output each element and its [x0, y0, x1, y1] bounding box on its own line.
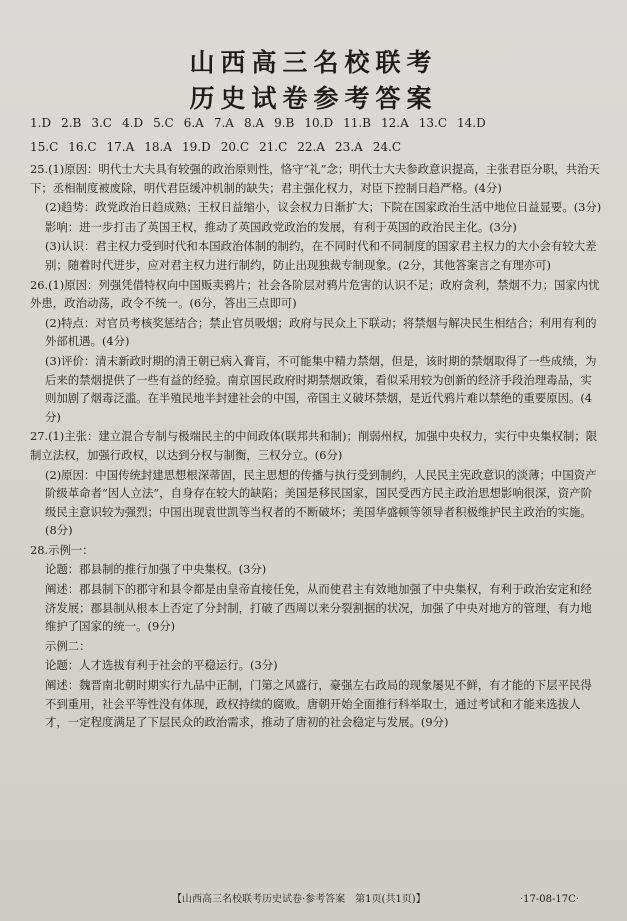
q27-part1: 27.(1)主张：建立混合专制与极端民主的中间政体(联邦共和制)；削弱州权，加强中央权力，实行中央集权制；限制立法权，加强行政权，以达到分权与制衡，三权分立。(6分): [30, 429, 598, 462]
answer-item: 13.C: [418, 116, 448, 130]
q28-example2-argument: 阐述：魏晋南北朝时期实行九品中正制，门第之风盛行，豪强左右政局的现象屡见不鲜，有才能的下层平民得不到重用，社会平等性没有体现，政权持续的腐败。唐朝开始全面推行科举取士，通过考试和才能来选拔人才，一定程度满足了下层民众的政治需求，推动了唐初的社会稳定与发展。(9分): [45, 678, 592, 730]
answer-item: 6.A: [183, 116, 204, 130]
page-footer: 【山西高三名校联考历史试卷·参考答案 第1页(共1页)】: [172, 894, 426, 905]
answer-key-row2: [30, 138, 610, 156]
answer-item: 1.D: [30, 116, 52, 130]
answer-item: 5.C: [153, 116, 174, 130]
q26-part2: (2)特点：对官员考核奖惩结合；禁止官员吸烟；政府与民众上下联动；将禁烟与解决民生相结合；利用有利的外部机遇。(4分): [45, 315, 597, 349]
answer-item: 11.B: [343, 116, 371, 130]
page-title-line1: 山西高三名校联考: [189, 48, 438, 77]
answer-item: 4.D: [122, 116, 144, 130]
answer-item: 23.A: [335, 140, 363, 154]
answer-item: 17.A: [106, 140, 135, 154]
q25-part2: (2)趋势：政党政治日趋成熟；王权日益缩小，议会权力日渐扩大；下院在国家政治生活中地位日益显要。(3分): [45, 200, 602, 215]
answer-item: 22.A: [297, 140, 326, 154]
answer-item: 15.C: [30, 140, 59, 154]
answer-item: 14.D: [457, 116, 486, 130]
q28-example2-heading: 示例二：: [45, 638, 91, 653]
answer-item: 16.C: [68, 140, 97, 154]
answer-item: 7.A: [213, 116, 234, 130]
answer-item: 9.B: [274, 116, 295, 130]
q25-part1: 25.(1)原因：明代士大夫具有较强的政治原则性，恪守“礼”念；明代士大夫参政意识提高，主张君臣分职，共治天下；丞相制度被废除，明代君臣缓冲机制的缺失；君主强化权力，对臣下控制日趋严格。(4分): [30, 162, 600, 195]
answer-item: 24.C: [372, 140, 402, 154]
q25-impact: 影响：进一步打击了英国王权，推动了英国政党政治的发展，有利于英国的政治民主化。(3分): [45, 219, 517, 234]
answer-item: 3.C: [91, 116, 112, 130]
answers-body: [30, 160, 602, 733]
answer-item: 2.B: [61, 116, 82, 130]
answer-item: 19.D: [182, 140, 211, 154]
answer-item: 20.C: [220, 140, 250, 154]
answer-item: 12.A: [381, 116, 409, 130]
q26-part1: 26.(1)原因：列强凭借特权向中国贩卖鸦片；社会各阶层对鸦片危害的认识不足；政府贪利，禁烟不力；国家内忧外患，政治动荡，政令不统一。(6分，答出三点即可): [30, 277, 600, 311]
q27-part2: (2)原因：中国传统封建思想根深蒂固，民主思想的传播与执行受到制约，人民民主宪政意识的淡薄；中国资产阶级革命者“因人立法”，自身存在较大的缺陷；美国是移民国家，国民受西方民主政治思想影响很深，资产阶级民主意识较为强烈；中国出现袁世凯等当权者的不断破坏；美国华盛顿等领导者积极维护民主政治的实施。(8分): [45, 467, 597, 538]
answer-item: 18.A: [144, 140, 173, 154]
answer-key-row1: [30, 114, 610, 132]
q25-part3: (3)认识：君主权力受到时代和本国政治体制的制约，在不同时代和不同制度的国家君主权力的大小会有较大差别；随着时代进步，应对君主权力进行制约，防止出现独裁专制现象。(2分，其他答案言之有理亦可): [45, 239, 597, 272]
q28-heading: 28.示例一：: [30, 542, 94, 557]
document-code: ·17-08-17C·: [520, 894, 579, 905]
q26-part3: (3)评价：清末新政时期的清王朝已病入膏肓，不可能集中精力禁烟，但是，该时期的禁烟取得了一些成绩，为后来的禁烟提供了一些有益的经验。南京国民政府时期禁烟政策，看似采用较为创新的经济手段治理毒品，实则加剧了烟毒泛滥。在半殖民地半封建社会的中国，帝国主义破坏禁烟，是近代鸦片难以禁绝的重要原因。(4分): [45, 353, 597, 424]
q28-example2-thesis: 论题：人才选拔有利于社会的平稳运行。(3分): [45, 658, 278, 673]
page-title-line2: 历史试卷参考答案: [189, 84, 438, 113]
answer-item: 8.A: [243, 116, 265, 130]
answer-item: 10.D: [304, 116, 334, 130]
q28-example1-thesis: 论题：郡县制的推行加强了中央集权。(3分): [45, 562, 267, 577]
answer-item: 21.C: [259, 140, 288, 154]
q28-example1-argument: 阐述：郡县制下的郡守和县令都是由皇帝直接任免，从而使君主有效地加强了中央集权，有利于政治安定和经济发展；郡县制从根本上否定了分封制，打破了西周以来分裂割据的状况，加强了中央对地方的管理，有力地维护了国家的统一。(9分): [45, 582, 592, 634]
